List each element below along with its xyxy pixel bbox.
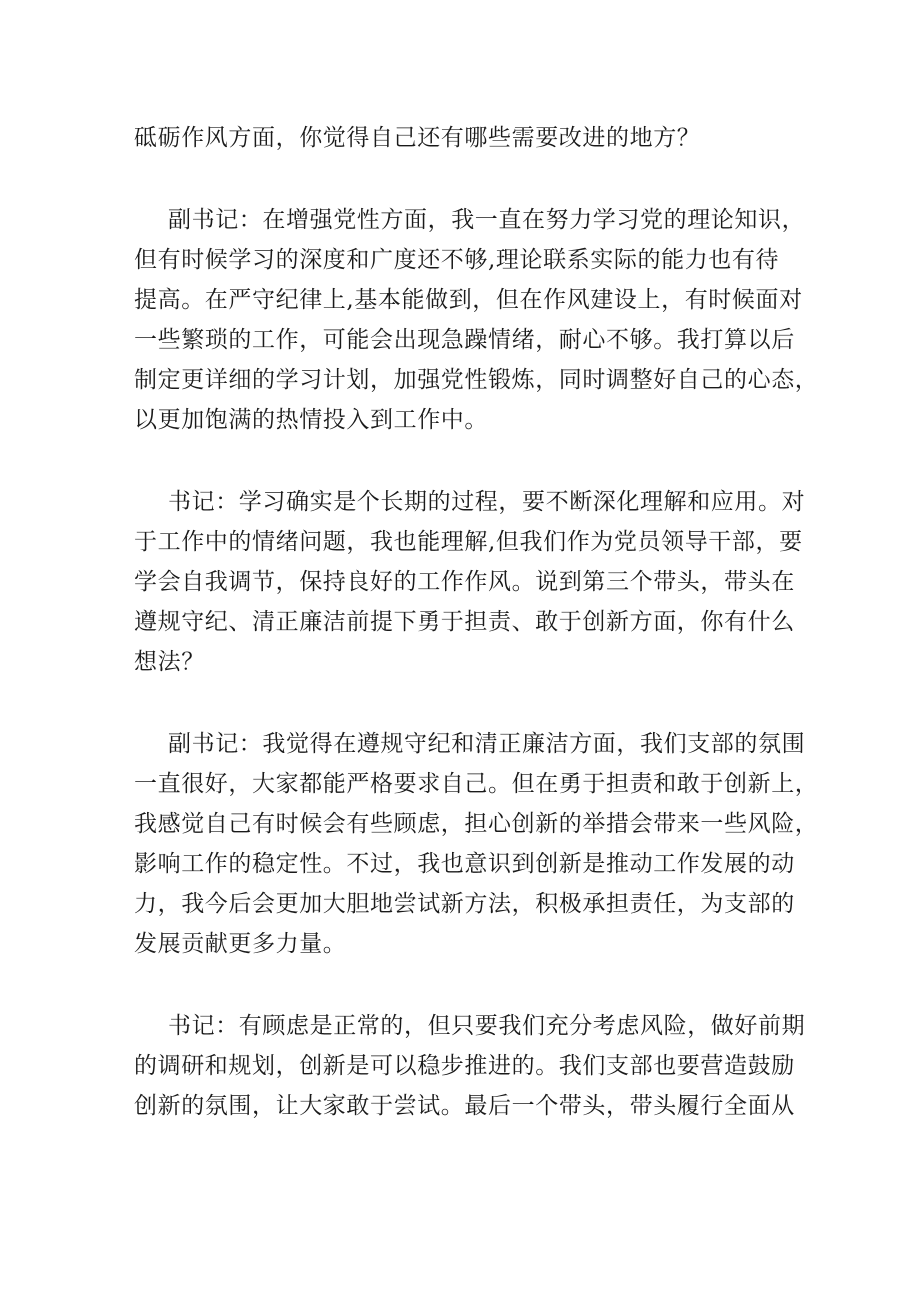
text-line: 副书记：在增强党性方面，我一直在努力学习党的理论知识，	[168, 207, 806, 233]
text-line: 遵规守纪、清正廉洁前提下勇于担责、敢于创新方面，你有什么	[134, 609, 795, 635]
text-line: 力，我今后会更加大胆地尝试新方法，积极承担责任，为支部的	[134, 891, 795, 917]
text-line: 砥砺作风方面，你觉得自己还有哪些需要改进的地方？	[134, 125, 701, 151]
text-line: 书记：有顾虑是正常的，但只要我们充分考虑风险，做好前期	[168, 1013, 806, 1039]
text-line: 我感觉自己有时候会有些顾虑，担心创新的举措会带来一些风险，	[134, 811, 819, 837]
text-line: 提高。在严守纪律上,基本能做到，但在作风建设上，有时候面对	[134, 287, 803, 313]
text-line: 一些繁琐的工作，可能会出现急躁情绪，耐心不够。我打算以后	[134, 327, 795, 353]
text-line: 书记：学习确实是个长期的过程，要不断深化理解和应用。对	[168, 489, 806, 515]
text-line: 影响工作的稳定性。不过，我也意识到创新是推动工作发展的动	[134, 851, 795, 877]
document-body	[134, 118, 819, 1126]
text-line: 创新的氛围，让大家敢于尝试。最后一个带头，带头履行全面从	[134, 1093, 795, 1119]
text-line: 制定更详细的学习计划，加强党性锻炼，同时调整好自己的心态，	[134, 367, 819, 393]
text-line: 但有时候学习的深度和广度还不够,理论联系实际的能力也有待	[134, 247, 780, 273]
text-line: 副书记：我觉得在遵规守纪和清正廉洁方面，我们支部的氛围	[168, 731, 806, 757]
text-line: 的调研和规划，创新是可以稳步推进的。我们支部也要营造鼓励	[134, 1053, 795, 1079]
text-line: 学会自我调节，保持良好的工作作风。说到第三个带头，带头在	[134, 569, 795, 595]
paragraph-gap	[134, 440, 794, 482]
paragraph-gap	[134, 158, 794, 200]
paragraph-gap	[134, 964, 794, 1006]
text-line: 以更加饱满的热情投入到工作中。	[134, 407, 488, 433]
text-line: 一直很好，大家都能严格要求自己。但在勇于担责和敢于创新上，	[134, 771, 819, 797]
text-line: 发展贡献更多力量。	[134, 931, 347, 957]
paragraph-gap	[134, 682, 794, 724]
text-line: 于工作中的情绪问题，我也能理解,但我们作为党员领导干部，要	[134, 529, 803, 555]
text-line: 想法？	[134, 649, 205, 675]
